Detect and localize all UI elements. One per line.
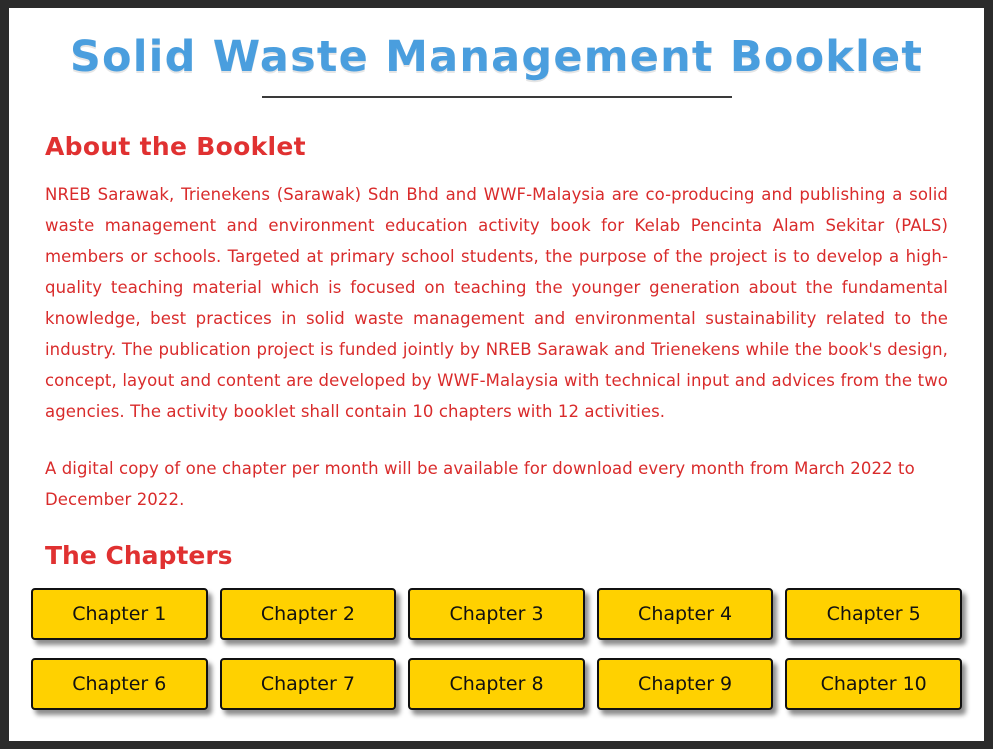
about-paragraph-1: NREB Sarawak, Trienekens (Sarawak) Sdn Bhd and WWF-Malaysia are co-producing and publishing a solid waste management and environment education activity book for Kelab Pencinta Alam Sekitar (PALS) members or schools. Targeted at primary school students, the purpose of the project is to develop a high-quality teaching material which is focused on teaching the younger generation about the fundamental knowledge, best practices in solid waste management and environmental sustainability related to the industry. The publication project is funded jointly by NREB Sarawak and Trienekens while the book's design, concept, layout and content are developed by WWF-Malaysia with technical input and advices from the two agencies. The activity booklet shall contain 10 chapters with 12 activities. [45,185,948,421]
chapter-button-10[interactable]: Chapter 10 [785,658,962,710]
chapter-button-9[interactable]: Chapter 9 [597,658,774,710]
chapter-button-2[interactable]: Chapter 2 [220,588,397,640]
about-heading: About the Booklet [45,132,306,161]
chapter-button-1[interactable]: Chapter 1 [31,588,208,640]
chapters-heading: The Chapters [45,541,233,570]
booklet-page [9,8,984,741]
title-divider [262,96,732,98]
chapter-button-6[interactable]: Chapter 6 [31,658,208,710]
chapter-button-7[interactable]: Chapter 7 [220,658,397,710]
chapter-grid [31,588,962,710]
page-title: Solid Waste Management Booklet [69,32,924,82]
chapter-button-3[interactable]: Chapter 3 [408,588,585,640]
chapter-button-4[interactable]: Chapter 4 [597,588,774,640]
chapter-button-5[interactable]: Chapter 5 [785,588,962,640]
chapter-button-8[interactable]: Chapter 8 [408,658,585,710]
about-paragraph-2: A digital copy of one chapter per month will be available for download every month from March 2022 to December 2022. [45,459,915,509]
